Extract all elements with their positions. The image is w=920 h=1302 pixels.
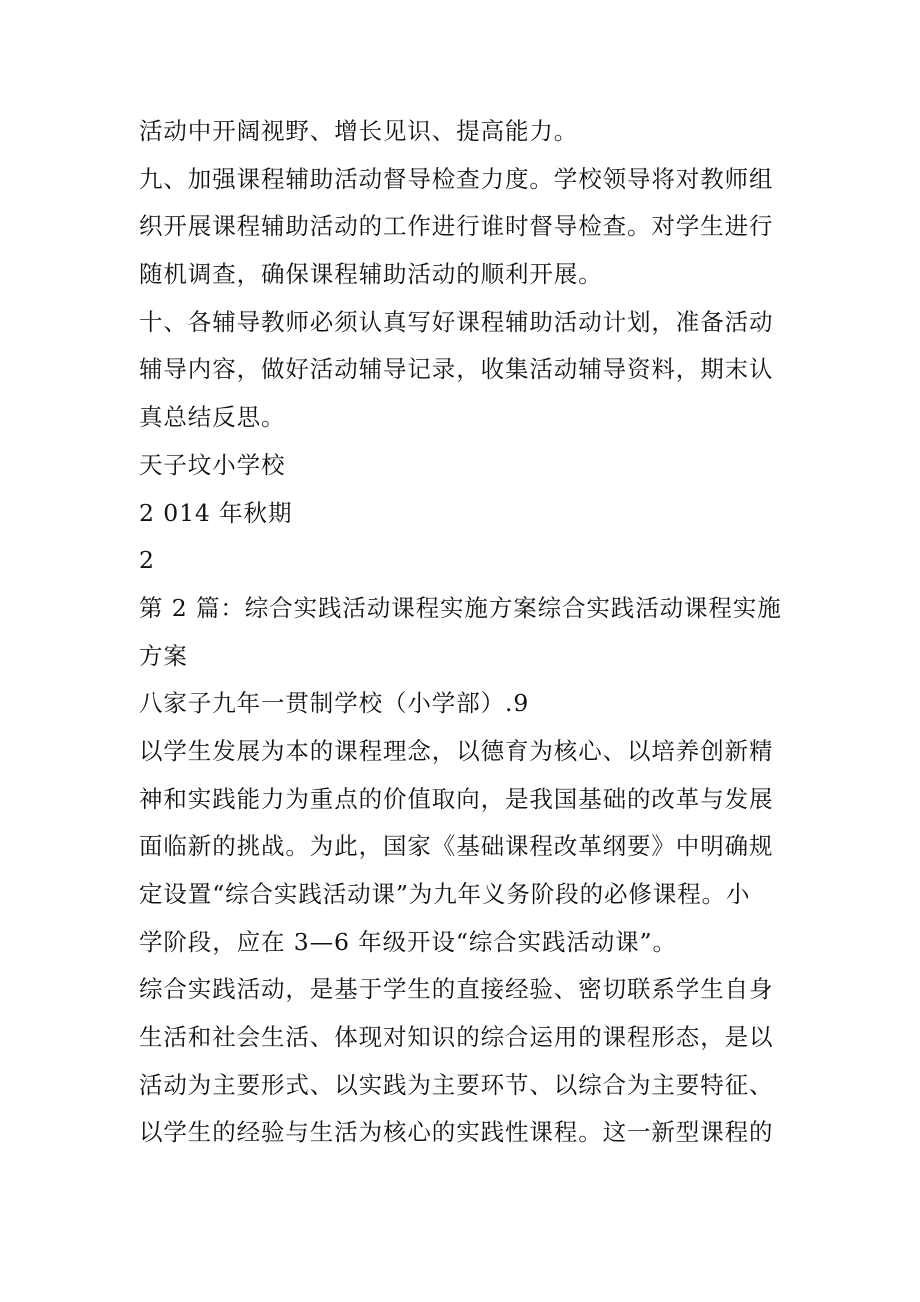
- text-line: 面临新的挑战。为此，国家《基础课程改革纲要》中明确规: [139, 832, 774, 861]
- page-number: 2: [139, 546, 155, 575]
- text-line: 综合实践活动，是基于学生的直接经验、密切联系学生自身: [139, 975, 774, 1004]
- text-line: 以学生发展为本的课程理念，以德育为核心、以培养创新精: [139, 736, 774, 765]
- document-body: [139, 108, 789, 1157]
- text-line: 随机调查，确保课程辅助活动的顺利开展。: [139, 260, 603, 289]
- date-line: 2 014 年秋期: [139, 498, 293, 527]
- text-line: 活动为主要形式、以实践为主要环节、以综合为主要特征、: [139, 1070, 774, 1099]
- text-line: 真总结反思。: [139, 403, 286, 432]
- school-subtitle: 八家子九年一贯制学校（小学部）.9: [139, 689, 530, 718]
- text-line: 生活和社会生活、体现对知识的综合运用的课程形态，是以: [139, 1023, 774, 1052]
- text-line: 九、加强课程辅助活动督导检查力度。学校领导将对教师组: [139, 164, 774, 193]
- school-name: 天子坟小学校: [139, 450, 286, 479]
- section-heading: 第 2 篇：综合实践活动课程实施方案综合实践活动课程实施: [139, 593, 782, 622]
- text-line: 神和实践能力为重点的价值取向，是我国基础的改革与发展: [139, 784, 774, 813]
- section-heading-continued: 方案: [139, 641, 188, 670]
- text-line: 活动中开阔视野、增长见识、提高能力。: [139, 117, 579, 145]
- text-line: 学阶段，应在 3—6 年级开设“综合实践活动课”。: [139, 927, 677, 956]
- text-line: 辅导内容，做好活动辅导记录，收集活动辅导资料，期末认: [139, 355, 774, 384]
- text-line: 定设置“综合实践活动课”为九年义务阶段的必修课程。小: [139, 880, 751, 908]
- text-line: 织开展课程辅助活动的工作进行谁时督导检查。对学生进行: [139, 212, 774, 241]
- text-line: 十、各辅导教师必须认真写好课程辅助活动计划，准备活动: [139, 307, 774, 336]
- text-line: 以学生的经验与生活为核心的实践性课程。这一新型课程的: [139, 1118, 774, 1147]
